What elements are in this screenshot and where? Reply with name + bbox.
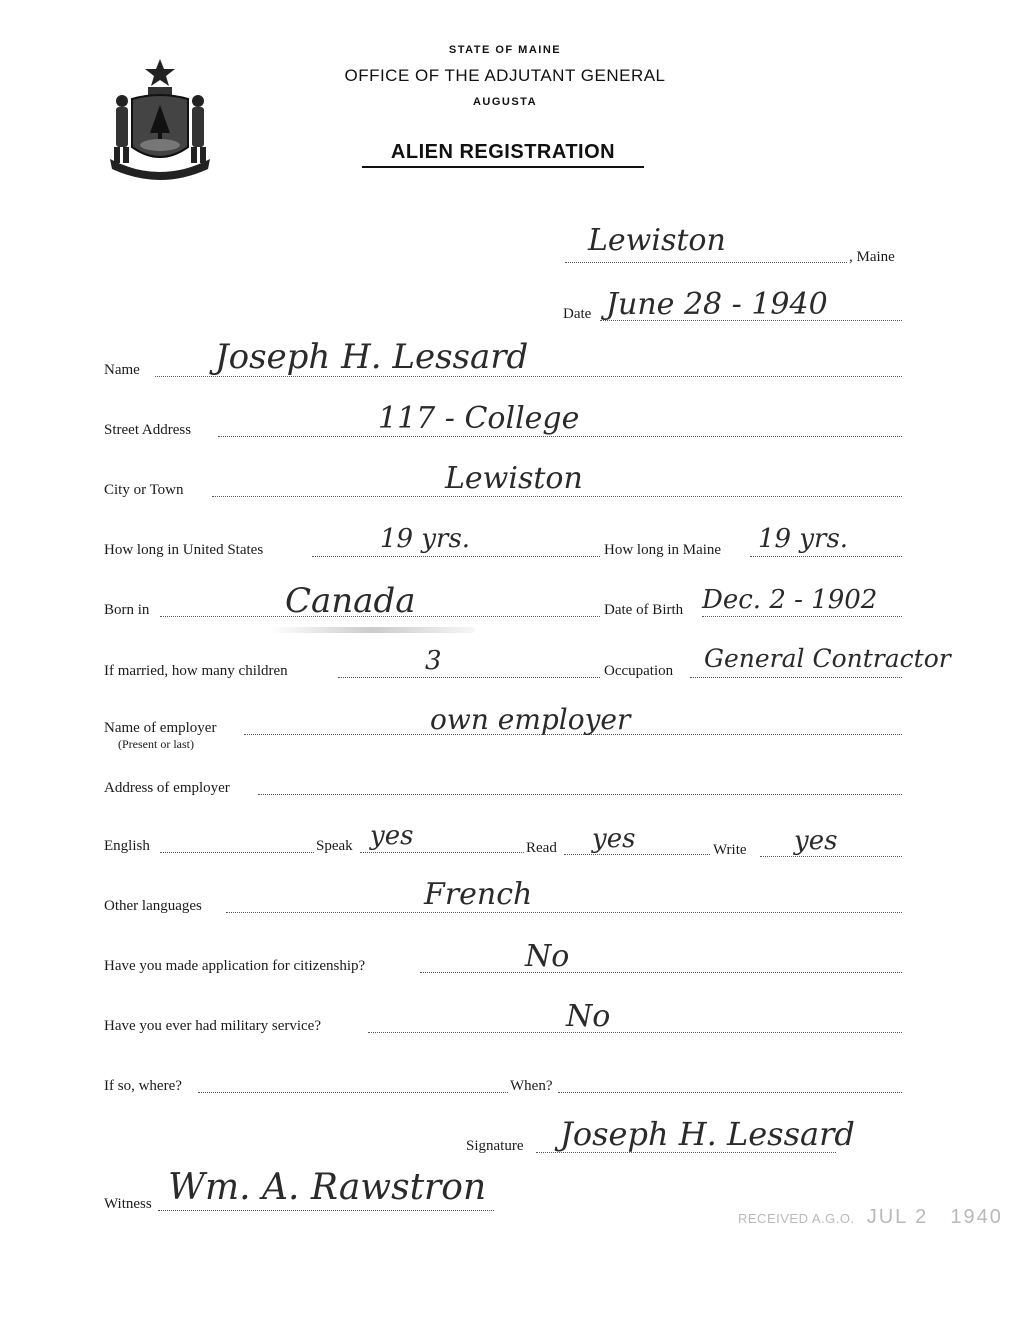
how-long-maine-value: 19 yrs. [758,524,849,554]
speak-value: yes [370,821,414,851]
witness-value: Wm. A. Rawstron [168,1167,487,1208]
military-value: No [566,999,611,1034]
born-in-label: Born in [104,602,150,618]
stamp-year: 1940 [950,1206,1003,1228]
when-label: When? [510,1078,553,1094]
witness-label: Witness [104,1196,152,1212]
street-address-value: 117 - College [378,401,580,436]
citizenship-line [420,972,902,973]
employer-value: own employer [430,703,631,736]
military-label: Have you ever had military service? [104,1018,321,1034]
children-label: If married, how many children [104,663,288,679]
name-value: Joseph H. Lessard [215,337,529,377]
employer-label: Name of employer [104,720,217,736]
born-in-value: Canada [285,581,416,621]
if-so-where-line [198,1092,508,1093]
stamp-text: RECEIVED A.G.O. [738,1211,855,1226]
date-label: Date [563,306,592,322]
header-city: AUGUSTA [472,96,538,108]
form-title: ALIEN REGISTRATION [362,141,644,168]
city-label: City or Town [104,482,184,498]
signature-label: Signature [466,1138,524,1154]
how-long-maine-line [750,556,902,557]
speak-label: Speak [316,838,353,854]
received-stamp [738,1206,1003,1229]
occupation-line [690,677,902,678]
city-line [212,496,902,497]
how-long-maine-label: How long in Maine [604,542,722,558]
read-label: Read [526,840,557,856]
how-long-us-value: 19 yrs. [380,524,471,554]
employer-address-label: Address of employer [104,780,230,796]
speak-line [360,852,524,853]
read-value: yes [592,824,636,854]
date-of-birth-label: Date of Birth [604,602,684,618]
english-label: English [104,838,150,854]
date-value: June 28 - 1940 [606,287,828,322]
children-value: 3 [425,646,442,676]
children-line [338,677,600,678]
town-value: Lewiston [588,223,726,258]
maine-state-seal-icon [104,55,216,185]
write-value: yes [794,826,838,856]
other-languages-line [226,912,902,913]
date-of-birth-value: Dec. 2 - 1902 [702,585,878,615]
ink-smudge [270,627,475,633]
military-line [368,1032,902,1033]
how-long-us-label: How long in United States [104,542,264,558]
occupation-label: Occupation [604,663,674,679]
street-address-line [218,436,902,437]
other-languages-value: French [424,877,533,912]
city-value: Lewiston [445,461,583,496]
how-long-us-line [312,556,600,557]
when-line [558,1092,902,1093]
witness-line [158,1210,494,1211]
employer-sublabel: (Present or last) [118,737,194,751]
signature-value: Joseph H. Lessard [560,1115,855,1153]
occupation-value: General Contractor [704,644,951,673]
header-office: OFFICE OF THE ADJUTANT GENERAL [344,66,666,85]
write-label: Write [713,842,747,858]
write-line [760,856,902,857]
header-state: STATE OF MAINE [448,44,562,56]
employer-address-line [258,794,902,795]
if-so-where-label: If so, where? [104,1078,182,1094]
street-address-label: Street Address [104,422,192,438]
stamp-date: JUL 2 [866,1206,929,1228]
citizenship-value: No [525,939,570,974]
english-line [160,852,314,853]
town-line [565,262,847,263]
other-languages-label: Other languages [104,898,202,914]
name-label: Name [104,362,140,378]
date-of-birth-line [702,616,902,617]
read-line [564,854,710,855]
maine-label: , Maine [849,249,895,265]
citizenship-label: Have you made application for citizenship? [104,958,366,974]
